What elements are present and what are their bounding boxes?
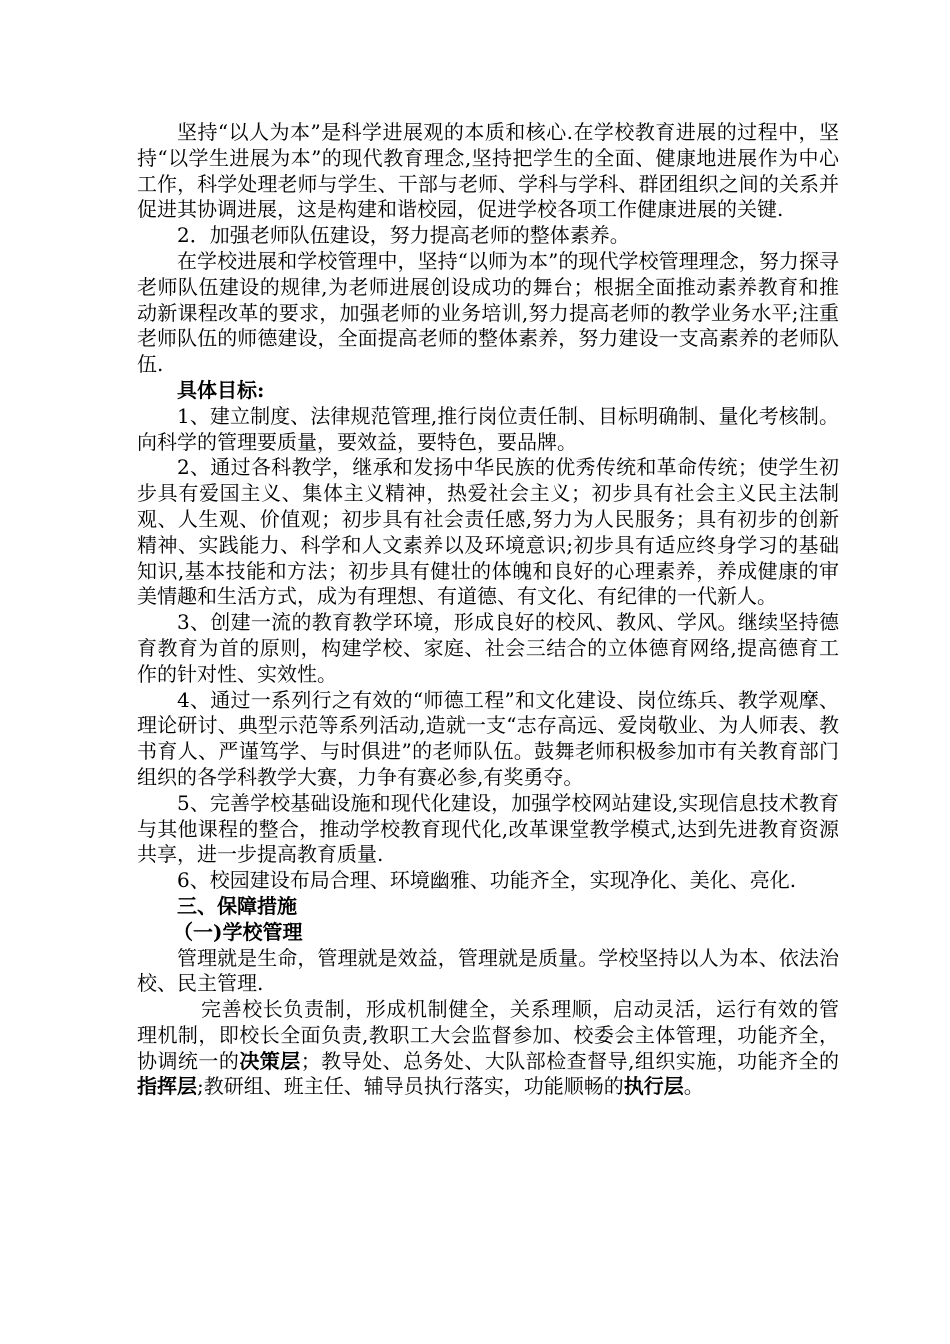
mechanism-text-4: 。 — [683, 1074, 704, 1099]
execution-layer-term: 执行层 — [623, 1074, 684, 1099]
command-layer-term: 指挥层 — [137, 1074, 197, 1099]
heading-school-management: （一)学校管理 — [173, 919, 303, 944]
goal-item-3: 3、创建一流的教育教学环境，形成良好的校风、教风、学风。继续坚持德育教育为首的原则，构建学校、家庭、社会三结合的立体德育网络,提高德育工作的针对性、实效性。 — [137, 610, 839, 686]
mechanism-text-3: ;教研组、班主任、辅导员执行落实，功能顺畅的 — [197, 1074, 624, 1099]
document-page — [137, 120, 839, 1100]
heading-specific-goals: 具体目标: — [177, 377, 265, 402]
goal-item-5: 5、完善学校基础设施和现代化建设，加强学校网站建设,实现信息技术教育与其他课程的整合，推动学校教育现代化,改革课堂教学模式,达到先进教育资源共享，进一步提高教育质量. — [137, 790, 839, 867]
goal-item-2: 2、通过各科教学，继承和发扬中华民族的优秀传统和革命传统；使学生初步具有爱国主义、集体主义精神，热爱社会主义；初步具有社会主义民主法制观、人生观、价值观；初步具有社会责任感,努力为人民服务；具有初步的创新精神、实践能力、科学和人文素养以及环境意识;初步具有适应终身学习的基础知识,基本技能和方法；初步具有健壮的体魄和良好的心理素养，养成健康的审美情趣和生活方式，成为有理想、有道德、有文化、有纪律的一代新人。 — [137, 455, 839, 609]
paragraph-management-principle: 管理就是生命，管理就是效益，管理就是质量。学校坚持以人为本、依法治校、民主管理. — [137, 945, 839, 996]
goal-item-6: 6、校园建设布局合理、环境幽雅、功能齐全，实现净化、美化、亮化. — [177, 868, 797, 893]
paragraph-teacher-team: 在学校进展和学校管理中，坚持“以师为本”的现代学校管理理念，努力探寻老师队伍建设的规律,为老师进展创设成功的舞台；根据全面推动素养教育和推动新课程改革的要求，加强老师的业务培训,努力提高老师的教学业务水平;注重老师队伍的师德建设，全面提高老师的整体素养，努力建设一支高素养的老师队伍. — [137, 248, 839, 377]
paragraph-management-mechanism — [137, 997, 839, 1100]
mechanism-text-1: 完善校长负责制，形成机制健全，关系理顺，启动灵活，运行有效的管理机制，即校长全面负责,教职工大会监督参加、校委会主体管理，功能齐全，协调统一的 — [137, 997, 839, 1073]
goal-item-4: 4、通过一系列行之有效的“师德工程”和文化建设、岗位练兵、教学观摩、理论研讨、典型示范等系列活动,造就一支“志存高远、爱岗敬业、为人师表、教书育人、严谨笃学、与时俱进”的老师队伍。鼓舞老师积极参加市有关教育部门组织的各学科教学大赛，力争有赛必参,有奖勇夺。 — [137, 687, 839, 789]
paragraph-teacher-team-title: 2．加强老师队伍建设，努力提高老师的整体素养。 — [177, 223, 630, 248]
decision-layer-term: 决策层 — [239, 1048, 301, 1073]
heading-measures: 三、保障措施 — [177, 893, 297, 918]
goal-item-1: 1、建立制度、法律规范管理,推行岗位责任制、目标明确制、量化考核制。向科学的管理要质量，要效益，要特色，要品牌。 — [137, 403, 839, 454]
mechanism-text-2: ；教导处、总务处、大队部检查督导,组织实施，功能齐全的 — [300, 1048, 840, 1073]
paragraph-people-oriented: 坚持“以人为本”是科学进展观的本质和核心.在学校教育进展的过程中，坚持“以学生进展为本”的现代教育理念,坚持把学生的全面、健康地进展作为中心工作，科学处理老师与学生、干部与老师、学科与学科、群团组织之间的关系并促进其协调进展，这是构建和谐校园，促进学校各项工作健康进展的关键. — [137, 120, 839, 222]
